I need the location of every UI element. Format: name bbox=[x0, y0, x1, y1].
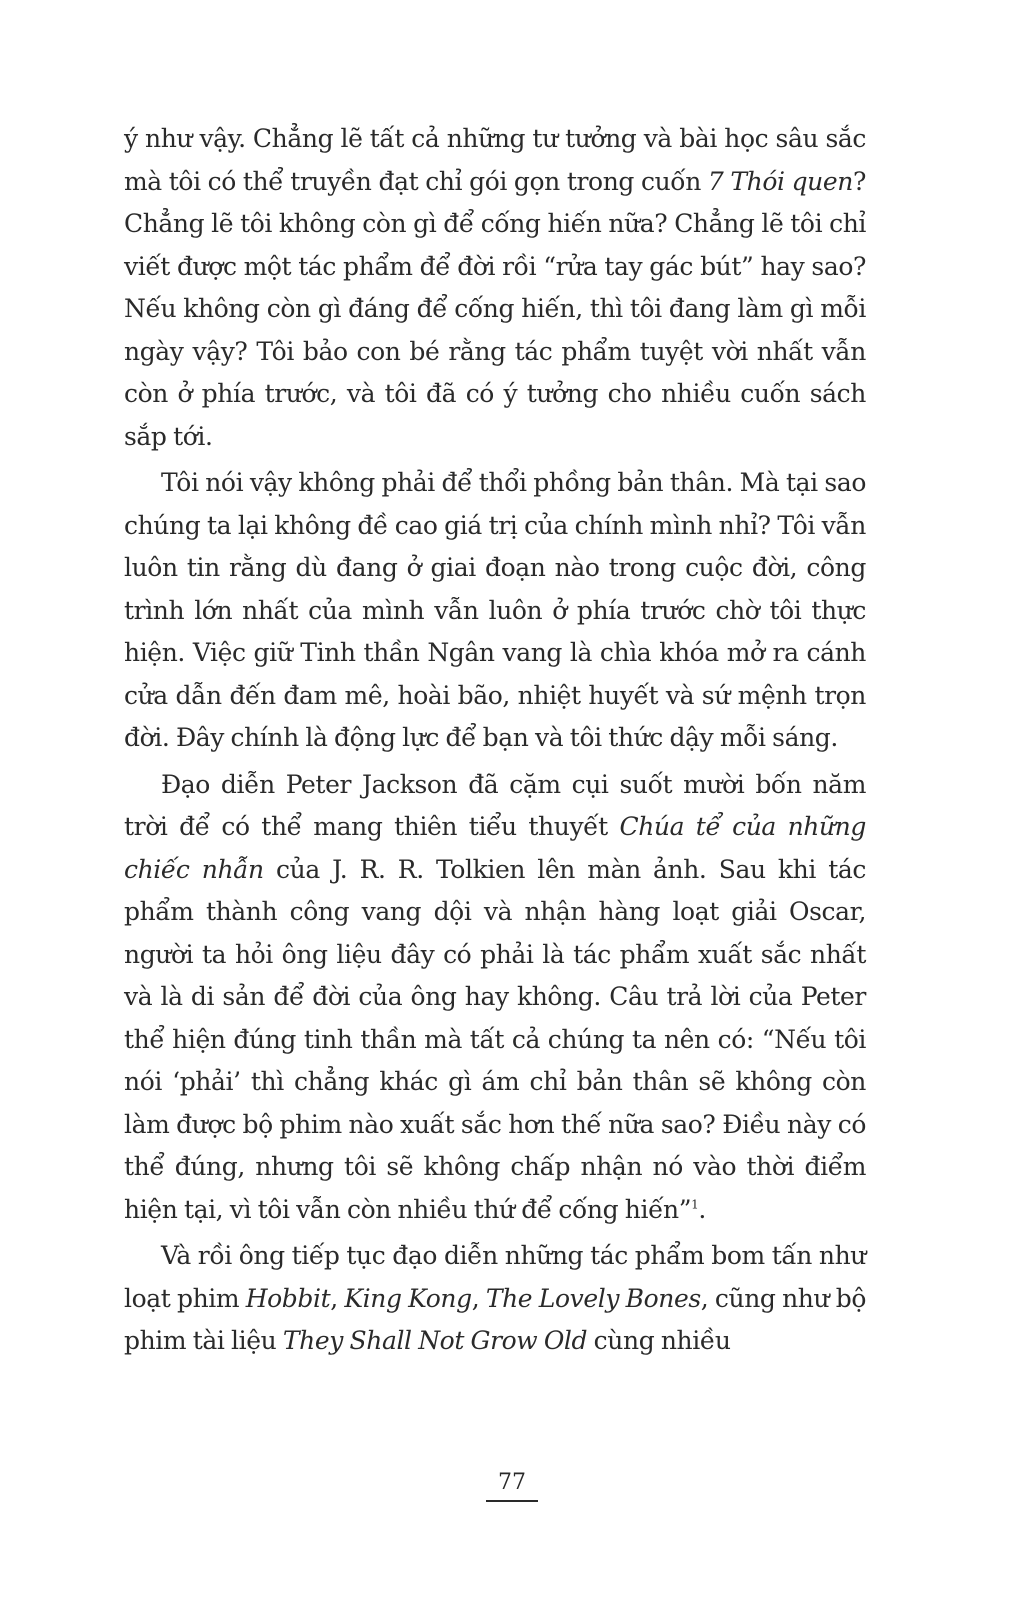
text-run: , bbox=[330, 1283, 345, 1313]
text-run: Và rồi ông tiếp tục đạo diễn những tác phẩm bom tấn như loạt phim bbox=[124, 1241, 866, 1313]
text-run: , cũng như bộ phim tài liệu bbox=[124, 1283, 867, 1355]
italic-title: The Lovely Bones bbox=[485, 1283, 701, 1313]
page-body bbox=[124, 118, 866, 1363]
italic-title: Chúa tể của những chiếc nhẫn bbox=[124, 812, 866, 884]
footnote-marker: 1 bbox=[691, 1197, 699, 1212]
italic-title: They Shall Not Grow Old bbox=[282, 1326, 588, 1355]
text-run: Tôi nói vậy không phải để thổi phồng bản thân. Mà tại sao chúng ta lại không đề cao giá trị của chính mình nhỉ? Tôi vẫn luôn tin rằng dù đang ở giai đoạn nào trong cuộc đời, công trình lớn nhất của mình vẫn luôn ở phía trước chờ tôi thực hiện. Việc giữ Tinh thần Ngân vang là chìa khóa mở ra cánh cửa dẫn đến đam mê, hoài bão, nhiệt huyết và sứ mệnh trọn đời. Đây chính là động lực để bạn và tôi thức dậy mỗi sáng. bbox=[124, 468, 866, 752]
italic-title: King Kong bbox=[344, 1283, 472, 1313]
page-number: 77 bbox=[486, 1468, 538, 1502]
italic-title: Hobbit bbox=[245, 1283, 331, 1313]
italic-title: 7 Thói quen bbox=[707, 166, 853, 196]
text-run: ? Chẳng lẽ tôi không còn gì để cống hiến nữa? Chẳng lẽ tôi chỉ viết được một tác phẩm để đời rồi “rửa tay gác bút” hay sao? Nếu không còn gì đáng để cống hiến, thì tôi đang làm gì mỗi ngày vậy? Tôi bảo con bé rằng tác phẩm tuyệt vời nhất vẫn còn ở phía trước, và tôi đã có ý tưởng cho nhiều cuốn sách sắp tới. bbox=[124, 166, 866, 451]
text-run: Đạo diễn Peter Jackson đã cặm cụi suốt mười bốn năm trời để có thể mang thiên tiểu thuyết bbox=[124, 769, 866, 841]
paragraph-1 bbox=[124, 118, 866, 458]
text-run: cùng nhiều bbox=[587, 1326, 731, 1355]
page-footer bbox=[0, 1468, 1024, 1502]
paragraph-4 bbox=[124, 1235, 866, 1363]
text-run: , bbox=[471, 1283, 486, 1313]
paragraph-3 bbox=[124, 764, 866, 1232]
text-run: . bbox=[698, 1194, 706, 1224]
text-run: của J. R. R. Tolkien lên màn ảnh. Sau khi tác phẩm thành công vang dội và nhận hàng loạt giải Oscar, người ta hỏi ông liệu đây có phải là tác phẩm xuất sắc nhất và là di sản để đời của ông hay không. Câu trả lời của Peter thể hiện đúng tinh thần mà tất cả chúng ta nên có: “Nếu tôi nói ‘phải’ thì chẳng khác gì ám chỉ bản thân sẽ không còn làm được bộ phim nào xuất sắc hơn thế nữa sao? Điều này có thể đúng, nhưng tôi sẽ không chấp nhận nó vào thời điểm hiện tại, vì tôi vẫn còn nhiều thứ để cống hiến” bbox=[124, 854, 866, 1224]
text-run: ý như vậy. Chẳng lẽ tất cả những tư tưởng và bài học sâu sắc mà tôi có thể truyền đạt chỉ gói gọn trong cuốn bbox=[124, 124, 866, 196]
paragraph-2 bbox=[124, 462, 866, 760]
